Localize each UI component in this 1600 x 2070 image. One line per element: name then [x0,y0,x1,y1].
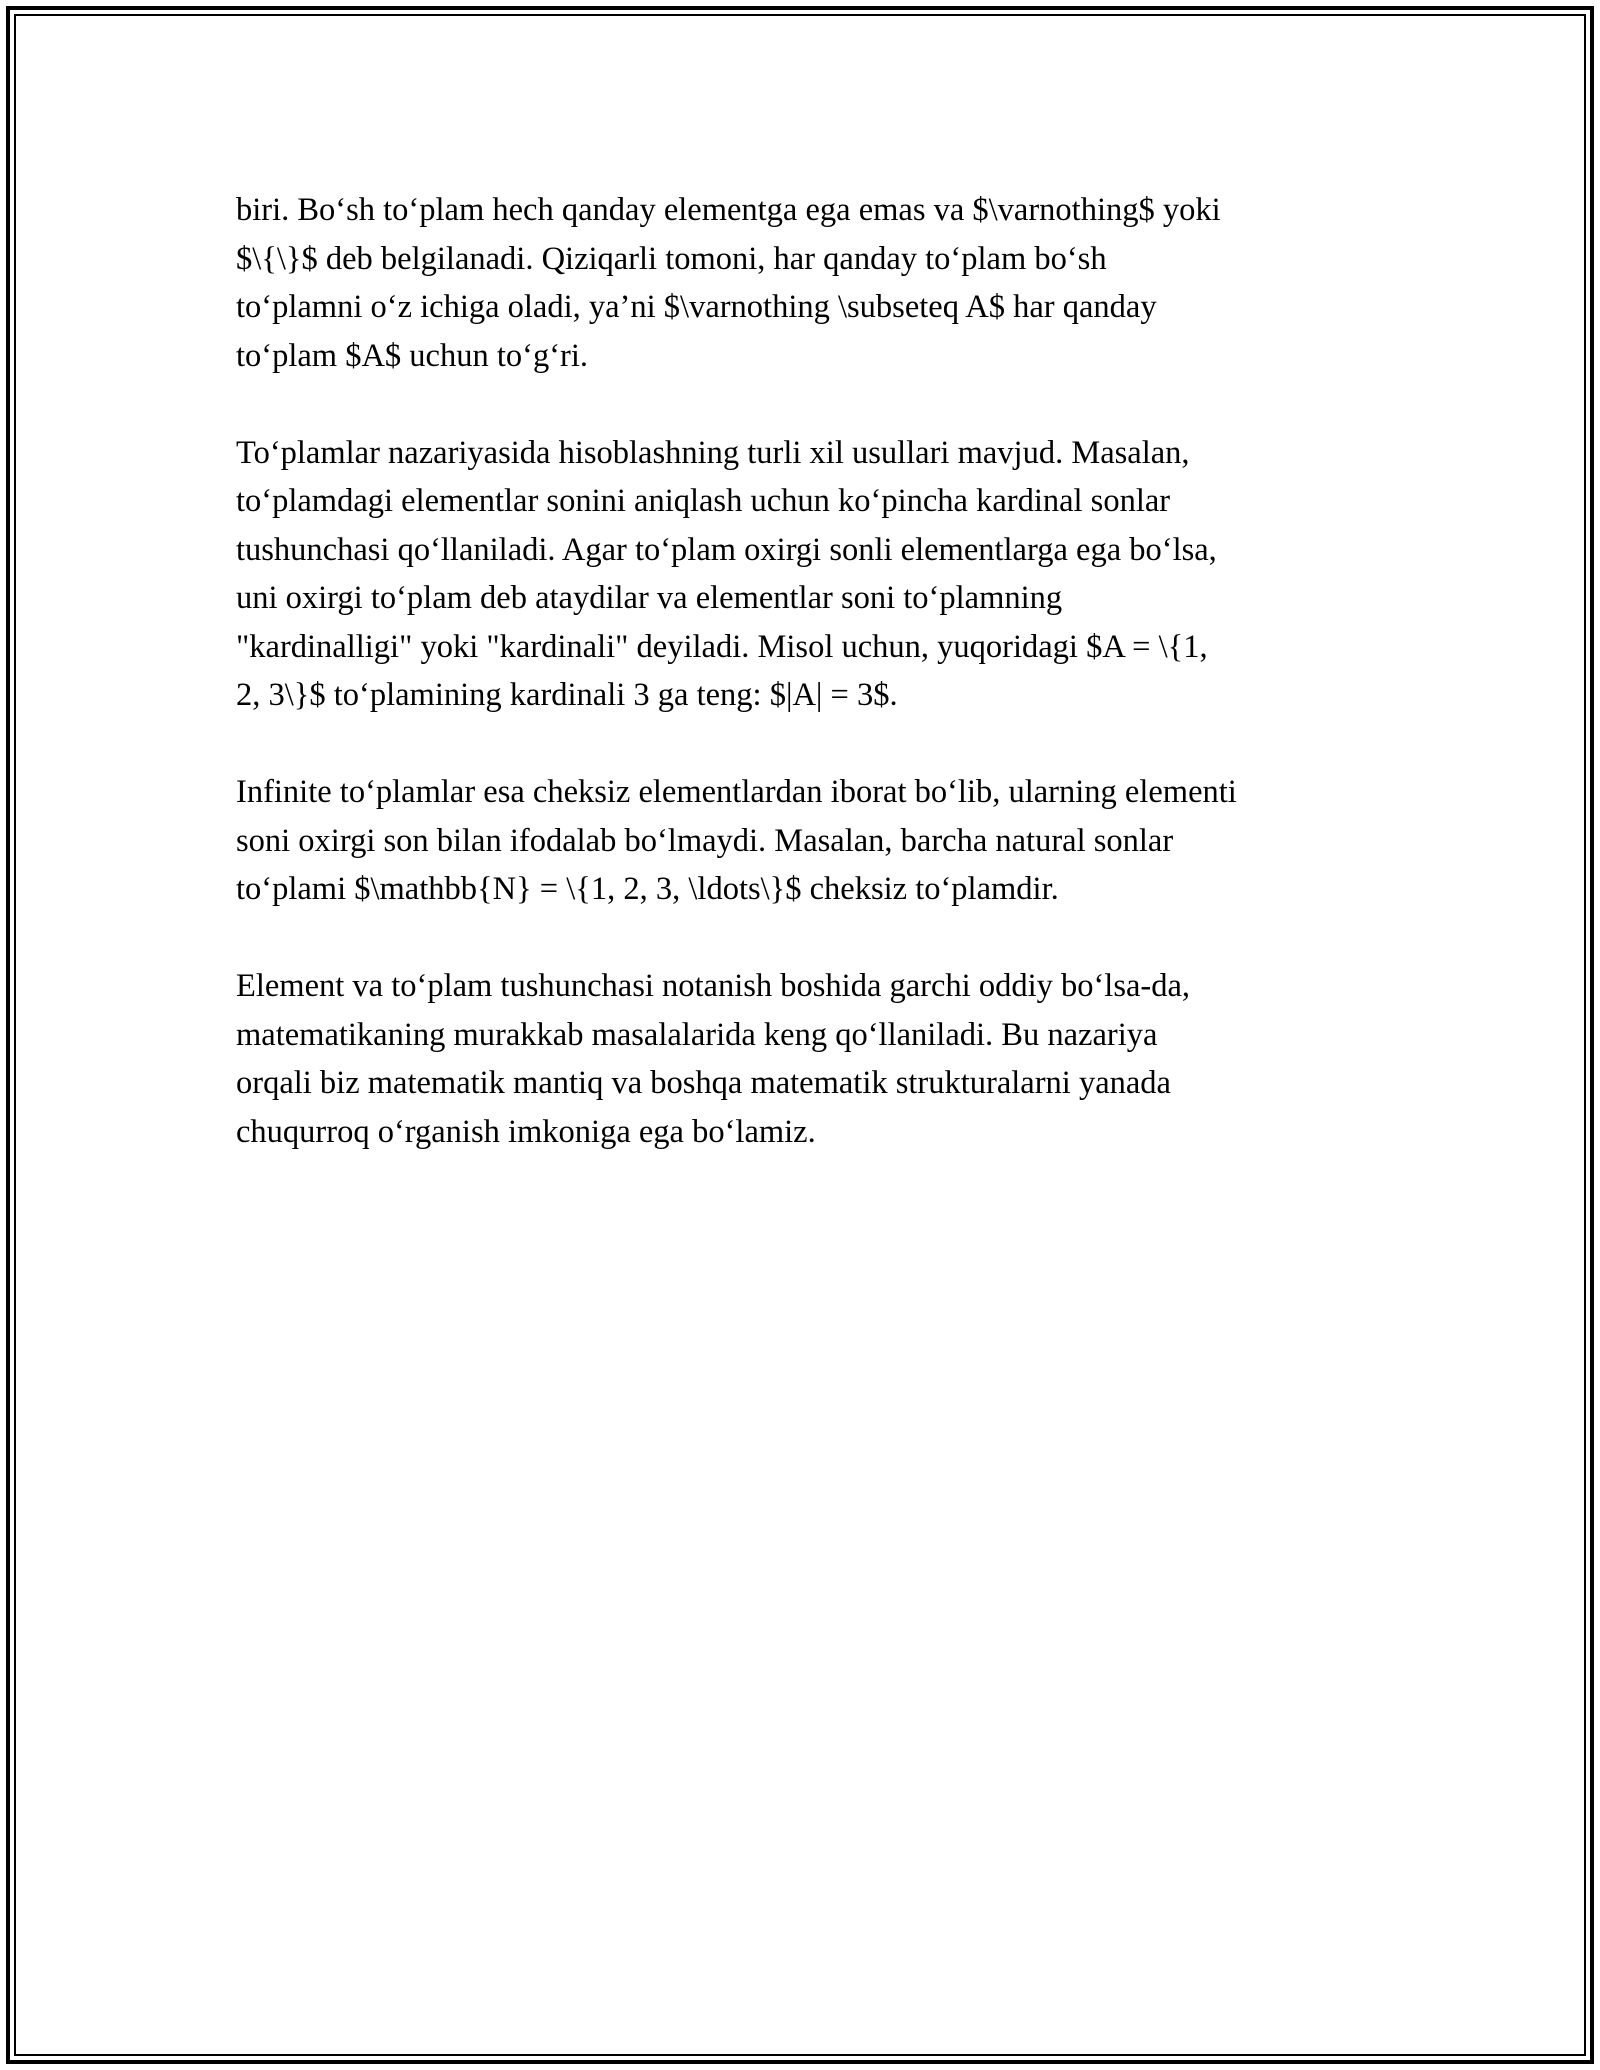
paragraph-empty-set: biri. Bo‘sh to‘plam hech qanday elementga ega emas va $\varnothing$ yoki $\{\}$ deb belgilanadi. Qiziqarli tomoni, har qanday to‘plam bo‘sh to‘plamni o‘z ichiga oladi, ya’ni $\varnothing \subseteq A$ har qanday to‘plam $A$ uchun to‘g‘ri. [236,192,1221,374]
document-body [236,186,1376,1205]
paragraph-conclusion: Element va to‘plam tushunchasi notanish boshida garchi oddiy bo‘lsa-da, matematikaning murakkab masalalarida keng qo‘llaniladi. Bu nazariya orqali biz matematik mantiq va boshqa matematik strukturalarni yanada chuqurroq o‘rganish imkoniga ega bo‘lamiz. [236,968,1191,1150]
paragraph-cardinality: To‘plamlar nazariyasida hisoblashning turli xil usullari mavjud. Masalan, to‘plamdagi elementlar sonini aniqlash uchun ko‘pincha kardinal sonlar tushunchasi qo‘llaniladi. Agar to‘plam oxirgi sonli elementlarga ega bo‘lsa, uni oxirgi to‘plam deb ataydilar va elementlar soni to‘plamning "kardinalligi" yoki "kardinali" deyiladi. Misol uchun, yuqoridagi $A = \{1, 2, 3\}$ to‘plamining kardinali 3 ga teng: $|A| = 3$. [236,434,1217,713]
paragraph-infinite-sets: Infinite to‘plamlar esa cheksiz elementlardan iborat bo‘lib, ularning elementi soni oxirgi son bilan ifodalab bo‘lmaydi. Masalan, barcha natural sonlar to‘plami $\mathbb{N} = \{1, 2, 3, \ldots\}$ cheksiz to‘plamdir. [236,774,1237,907]
